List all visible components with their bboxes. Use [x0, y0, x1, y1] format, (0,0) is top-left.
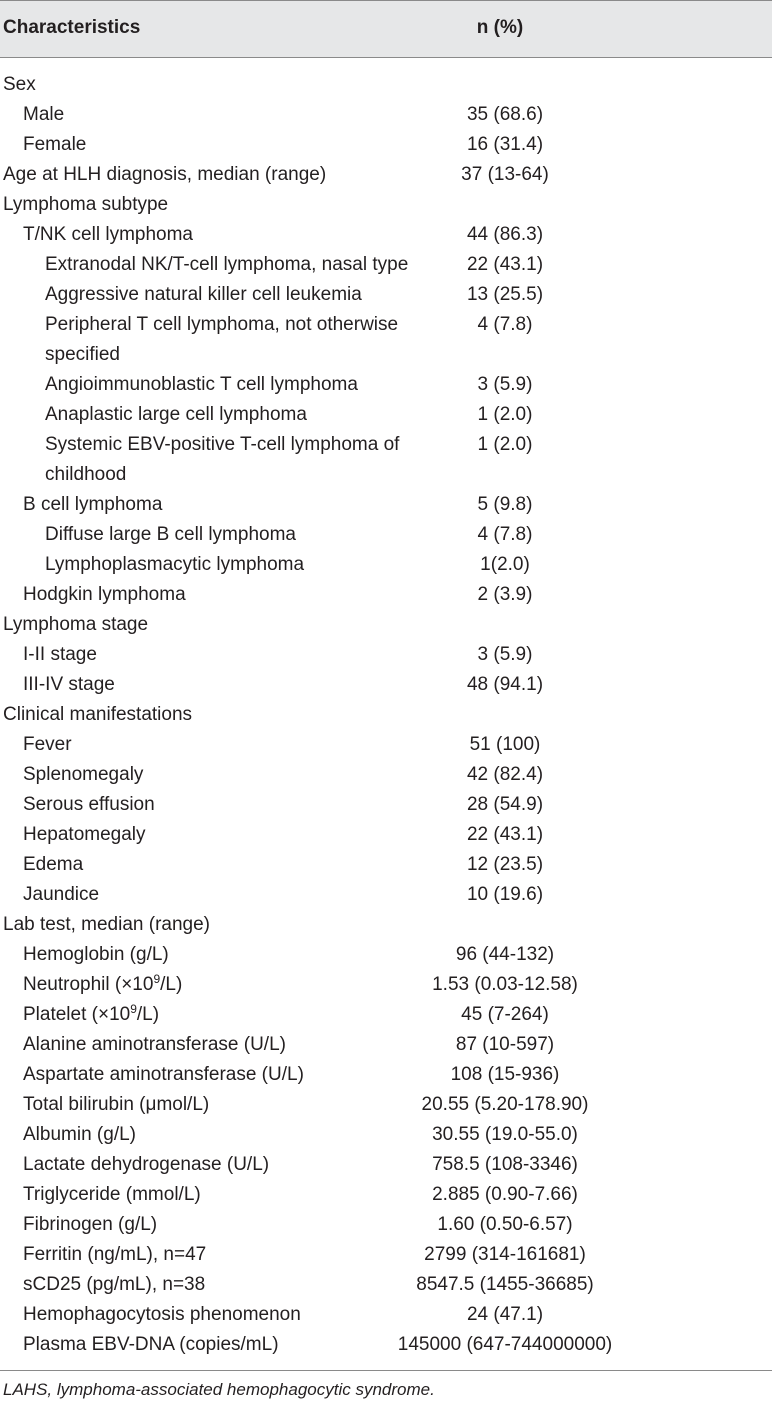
- table-row: [0, 1330, 772, 1360]
- row-label: Fibrinogen (g/L): [23, 1214, 158, 1235]
- row-label: Alanine aminotransferase (U/L): [23, 1034, 286, 1055]
- row-value: 96 (44-132): [455, 944, 555, 965]
- row-value: 35 (68.6): [466, 104, 544, 125]
- table-footnote: LAHS, lymphoma-associated hemophagocytic syndrome.: [3, 1380, 435, 1399]
- table-row: [0, 190, 772, 220]
- table-row: [0, 880, 772, 910]
- row-label: I-II stage: [23, 644, 97, 665]
- row-label: Lactate dehydrogenase (U/L): [23, 1154, 270, 1175]
- table-header: [0, 0, 772, 58]
- row-value: 2.885 (0.90-7.66): [432, 1184, 578, 1205]
- row-value: 1(2.0): [480, 554, 530, 575]
- row-label: Triglyceride (mmol/L): [23, 1184, 201, 1205]
- row-value: 2799 (314-161681): [424, 1244, 586, 1265]
- row-value: 51 (100): [469, 734, 541, 755]
- row-value: 108 (15-936): [450, 1064, 560, 1085]
- table-row: [0, 1000, 772, 1030]
- table-row: [0, 790, 772, 820]
- table-row: [0, 730, 772, 760]
- row-label: Lymphoma stage: [3, 614, 149, 635]
- row-label: Aggressive natural killer cell leukemia: [45, 284, 362, 305]
- row-label: Aspartate aminotransferase (U/L): [23, 1064, 304, 1085]
- table-row: [0, 580, 772, 610]
- table-row: [0, 310, 772, 370]
- row-value: 20.55 (5.20-178.90): [421, 1094, 589, 1115]
- row-value: 12 (23.5): [466, 854, 544, 875]
- row-label: Serous effusion: [23, 794, 155, 815]
- table-row: [0, 760, 772, 790]
- table-row: [0, 670, 772, 700]
- row-value: 1.60 (0.50-6.57): [437, 1214, 573, 1235]
- row-label: Fever: [23, 734, 72, 755]
- row-value: 42 (82.4): [466, 764, 544, 785]
- row-label: Systemic EBV-positive T-cell lymphoma of childhood: [45, 434, 400, 485]
- row-label: Platelet $(\times 10^9/L)$: [23, 1002, 160, 1025]
- table-bottom-rule: [0, 1370, 772, 1371]
- row-value: 24 (47.1): [466, 1304, 544, 1325]
- table-row: [0, 250, 772, 280]
- row-value: 87 (10-597): [455, 1034, 555, 1055]
- table-row: [0, 940, 772, 970]
- table-row: [0, 820, 772, 850]
- row-label: Female: [23, 134, 87, 155]
- table-row: [0, 1300, 772, 1330]
- row-value: 30.55 (19.0-55.0): [432, 1124, 578, 1145]
- row-label: Diffuse large B cell lymphoma: [45, 524, 296, 545]
- table-row: [0, 130, 772, 160]
- row-label: Edema: [23, 854, 84, 875]
- row-value: 37 (13-64): [461, 164, 549, 185]
- row-label: Hemophagocytosis phenomenon: [23, 1304, 301, 1325]
- row-label: Hodgkin lymphoma: [23, 584, 186, 605]
- table-row: [0, 1270, 772, 1300]
- row-value: 145000 (647-744000000): [397, 1334, 613, 1355]
- row-value: 4 (7.8): [477, 314, 533, 335]
- row-label: III-IV stage: [23, 674, 115, 695]
- row-label: Lymphoplasmacytic lymphoma: [45, 554, 305, 575]
- table-row: [0, 160, 772, 190]
- table-row: [0, 640, 772, 670]
- table-row: [0, 490, 772, 520]
- row-label: B cell lymphoma: [23, 494, 163, 515]
- row-value: 10 (19.6): [466, 884, 544, 905]
- table-row: [0, 370, 772, 400]
- header-n-percent: n (%): [476, 17, 524, 38]
- row-value: 28 (54.9): [466, 794, 544, 815]
- row-label: Hepatomegaly: [23, 824, 146, 845]
- row-label: sCD25 (pg/mL), n=38: [23, 1274, 206, 1295]
- table-row: [0, 220, 772, 250]
- row-label: T/NK cell lymphoma: [23, 224, 193, 245]
- row-label: Lymphoma subtype: [3, 194, 169, 215]
- table-row: [0, 70, 772, 100]
- table-row: [0, 400, 772, 430]
- table-row: [0, 1060, 772, 1090]
- row-value: 3 (5.9): [477, 644, 533, 665]
- row-label: Angioimmunoblastic T cell lymphoma: [45, 374, 358, 395]
- row-value: 1 (2.0): [477, 434, 533, 455]
- row-value: 5 (9.8): [477, 494, 533, 515]
- row-label: Plasma EBV-DNA (copies/mL): [23, 1334, 279, 1355]
- row-value: 45 (7-264): [461, 1004, 549, 1025]
- table-row: [0, 1090, 772, 1120]
- row-value: 13 (25.5): [466, 284, 544, 305]
- table-row: [0, 1030, 772, 1060]
- header-characteristics: Characteristics: [3, 17, 141, 38]
- row-value: 3 (5.9): [477, 374, 533, 395]
- row-value: 48 (94.1): [466, 674, 544, 695]
- table-row: [0, 550, 772, 580]
- row-label: Anaplastic large cell lymphoma: [45, 404, 307, 425]
- row-label: Total bilirubin (μmol/L): [23, 1094, 210, 1115]
- table-row: [0, 520, 772, 550]
- table-row: [0, 610, 772, 640]
- table-row: [0, 850, 772, 880]
- row-label: Jaundice: [23, 884, 100, 905]
- row-label: Ferritin (ng/mL), n=47: [23, 1244, 207, 1265]
- row-value: 758.5 (108-3346): [432, 1154, 578, 1175]
- row-label: Lab test, median (range): [3, 914, 211, 935]
- row-label: Extranodal NK/T-cell lymphoma, nasal type: [45, 254, 409, 275]
- row-value: 22 (43.1): [466, 254, 544, 275]
- table-row: [0, 1180, 772, 1210]
- table-row: [0, 700, 772, 730]
- row-label: Albumin (g/L): [23, 1124, 136, 1145]
- row-value: 22 (43.1): [466, 824, 544, 845]
- row-label: Splenomegaly: [23, 764, 144, 785]
- row-value: 1.53 (0.03-12.58): [432, 974, 578, 995]
- row-label: Age at HLH diagnosis, median (range): [3, 164, 327, 185]
- row-value: 16 (31.4): [466, 134, 544, 155]
- table-row: [0, 1120, 772, 1150]
- table-row: [0, 910, 772, 940]
- row-value: 1 (2.0): [477, 404, 533, 425]
- row-label: Male: [23, 104, 65, 125]
- row-value: 8547.5 (1455-36685): [416, 1274, 594, 1295]
- table-row: [0, 430, 772, 490]
- table-row: [0, 970, 772, 1000]
- table-row: [0, 1150, 772, 1180]
- row-label: Hemoglobin (g/L): [23, 944, 169, 965]
- row-label: Clinical manifestations: [3, 704, 193, 725]
- row-label: Peripheral T cell lymphoma, not otherwise specified: [45, 314, 399, 365]
- table-row: [0, 1240, 772, 1270]
- table-row: [0, 1210, 772, 1240]
- row-label: Neutrophil $(\times 10^9/L)$: [23, 972, 183, 995]
- table-row: [0, 280, 772, 310]
- row-value: 4 (7.8): [477, 524, 533, 545]
- row-value: 2 (3.9): [477, 584, 533, 605]
- table-row: [0, 100, 772, 130]
- row-value: 44 (86.3): [466, 224, 544, 245]
- row-label: Sex: [3, 74, 36, 95]
